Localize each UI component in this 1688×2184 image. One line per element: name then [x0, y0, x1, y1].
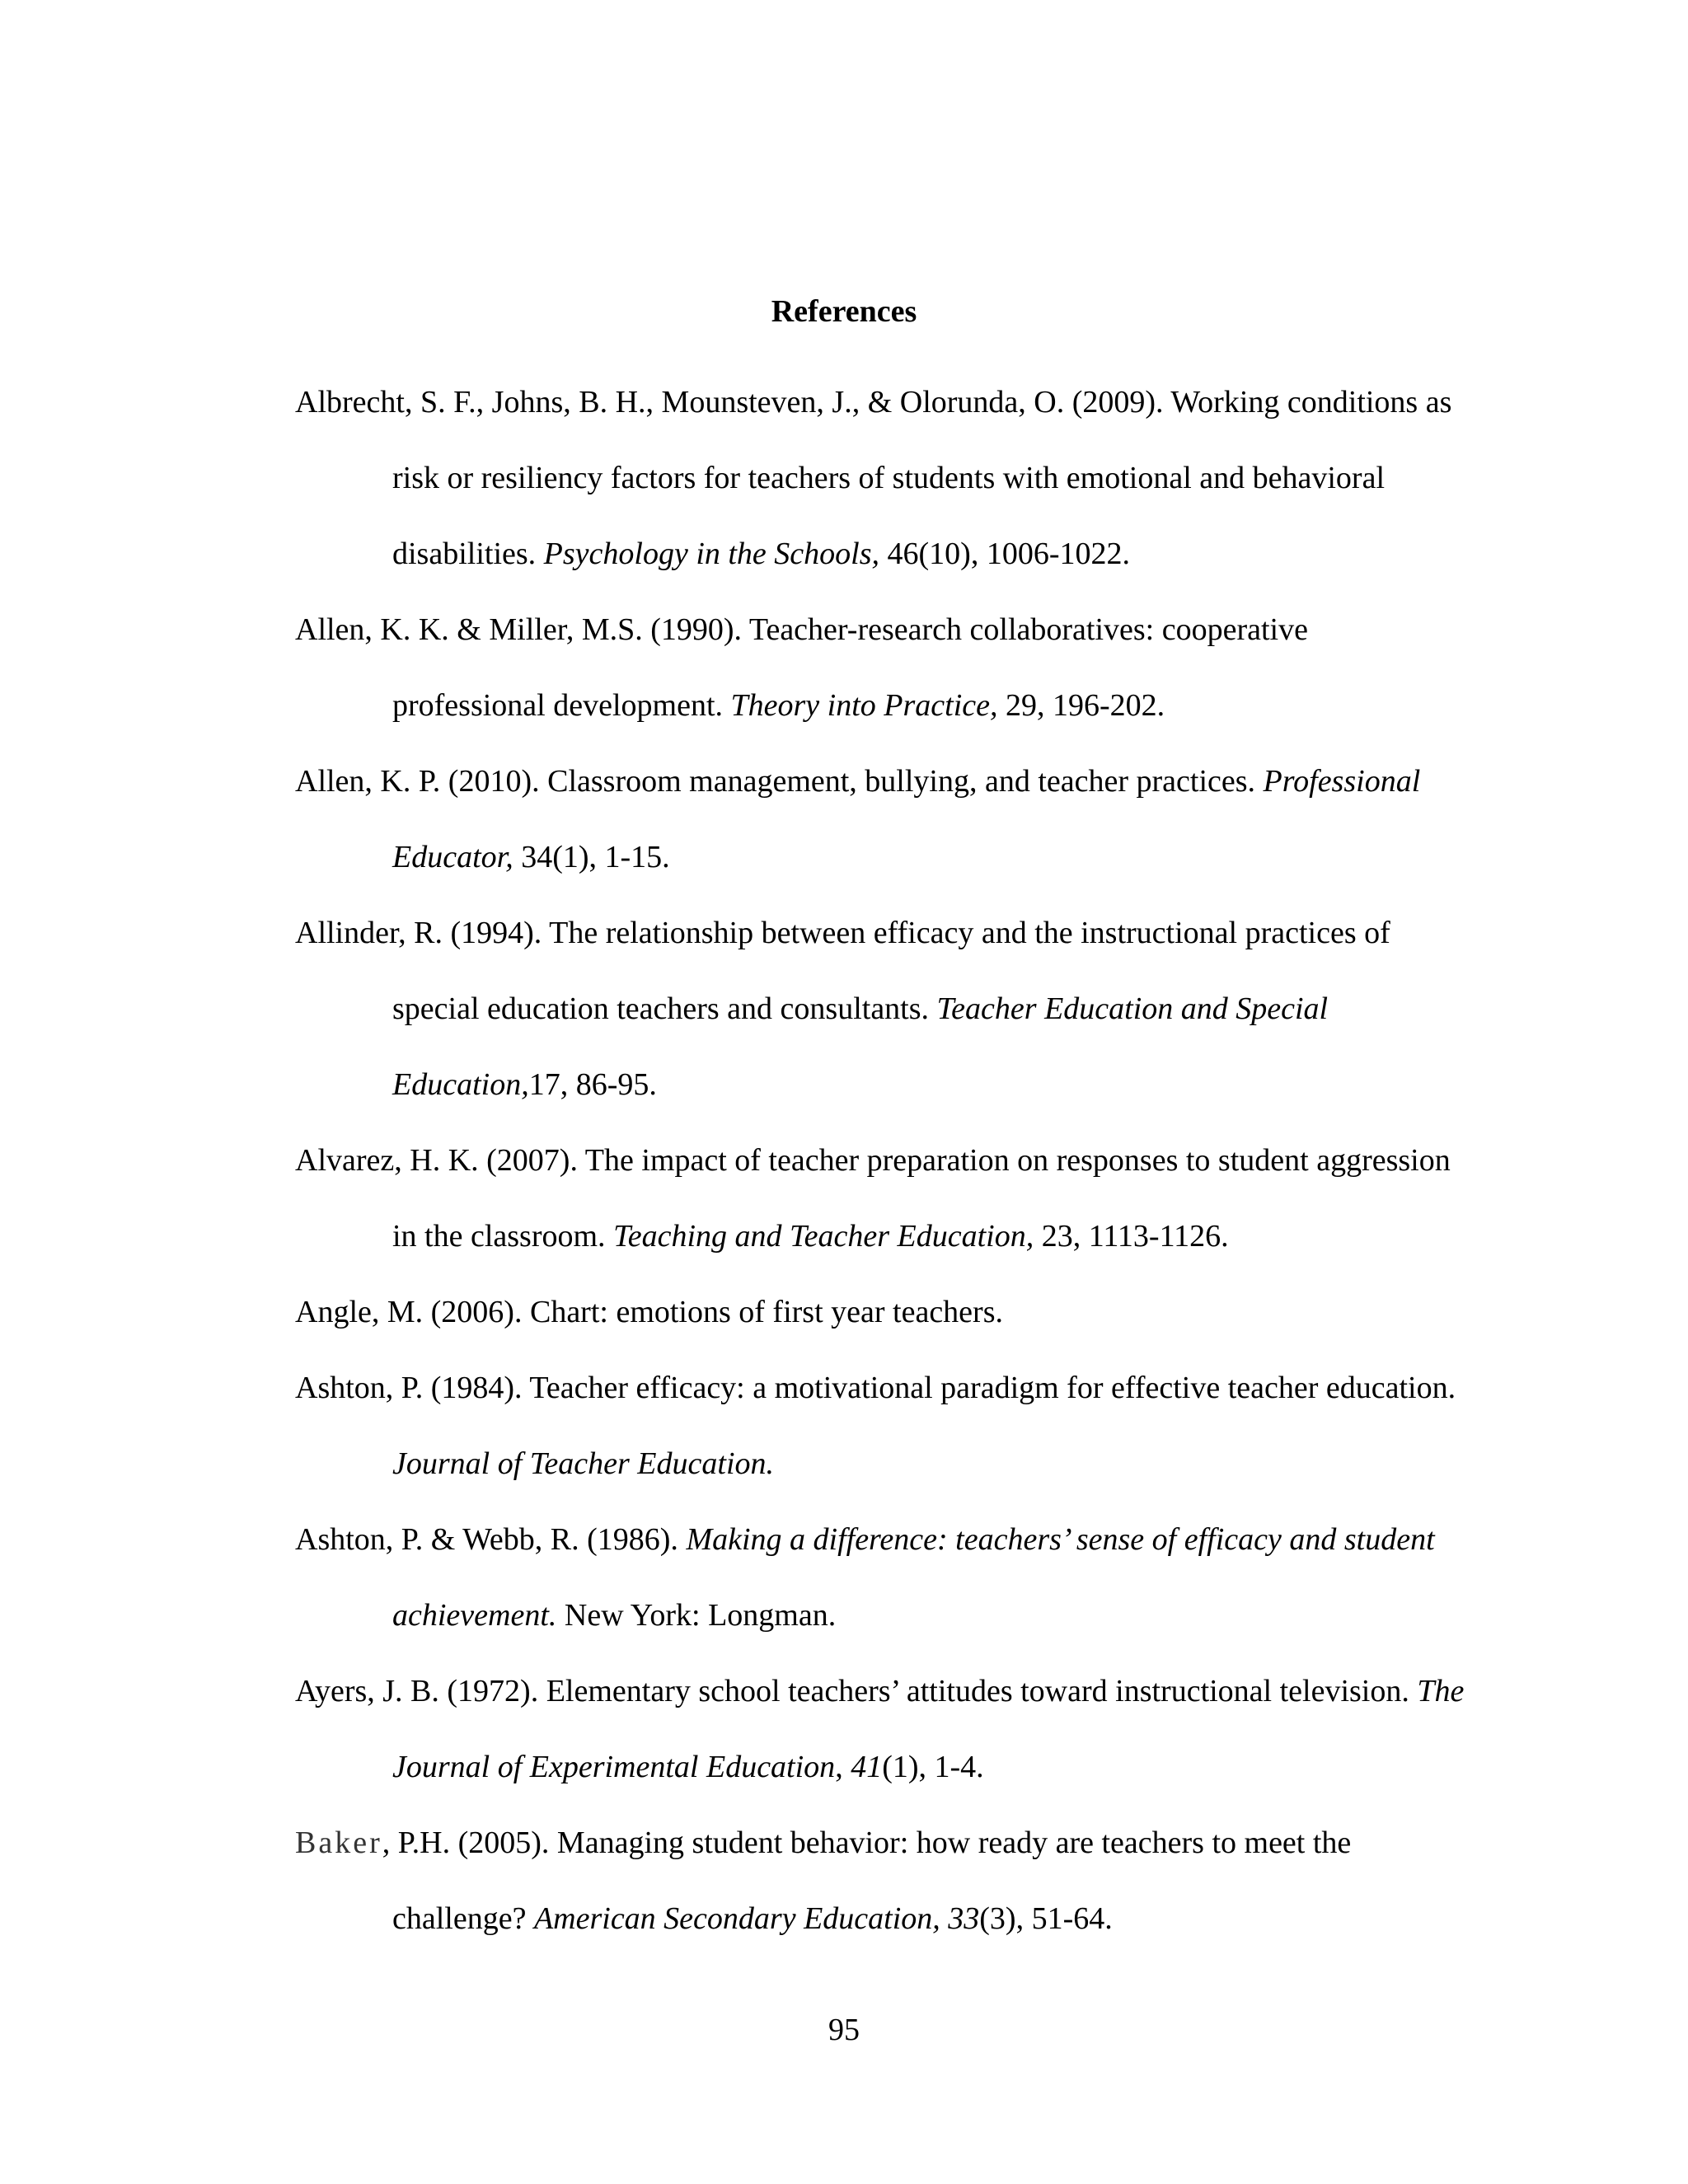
reference-authors: Ayers, J. B. (1972). [295, 1674, 539, 1708]
reference-source: American Secondary Education, 33 [533, 1901, 980, 1936]
reference-title: Classroom management, bullying, and teacher practices. [547, 764, 1256, 799]
reference-source: Teacher Education and Special Education, [392, 991, 1329, 1102]
reference-author-surname: Baker [295, 1825, 382, 1860]
reference-title: Teacher-research collaboratives: cooperative professional development. [392, 612, 1308, 723]
reference-details: New York: Longman. [564, 1598, 837, 1633]
reference-authors: Allen, K. K. & Miller, M.S. (1990). [295, 612, 743, 647]
reference-source: Journal of Teacher Education. [392, 1446, 774, 1481]
reference-authors: Albrecht, S. F., Johns, B. H., Mounsteven, J., & Olorunda, O. (2009). [295, 385, 1164, 419]
reference-entry [295, 1805, 1465, 1957]
reference-authors: Allinder, R. (1994). [295, 916, 542, 950]
reference-title: Managing student behavior: how ready are teachers to meet the challenge? [392, 1825, 1352, 1936]
reference-source: Teaching and Teacher Education, [613, 1219, 1034, 1254]
reference-title: Elementary school teachers’ attitudes toward instructional television. [546, 1674, 1409, 1708]
reference-details: (3), 51-64. [979, 1901, 1113, 1936]
reference-source: Psychology in the Schools, [543, 537, 880, 571]
reference-source: Theory into Practice, [730, 688, 998, 723]
reference-entry [295, 592, 1465, 743]
reference-authors: Alvarez, H. K. (2007). [295, 1143, 578, 1178]
reference-details: 23, 1113-1126. [1041, 1219, 1229, 1254]
reference-entry [295, 1653, 1465, 1805]
reference-entry [295, 743, 1465, 895]
reference-entry [295, 895, 1465, 1122]
reference-source: Professional Educator, [392, 764, 1421, 874]
reference-details: 17, 86-95. [528, 1067, 657, 1102]
reference-authors: Ashton, P. & Webb, R. (1986). [295, 1522, 678, 1557]
reference-details: 46(10), 1006-1022. [887, 537, 1130, 571]
reference-entry [295, 1274, 1465, 1350]
reference-entry [295, 1502, 1465, 1653]
reference-list [295, 364, 1465, 1957]
reference-details: 29, 196-202. [1006, 688, 1165, 723]
reference-entry [295, 364, 1465, 592]
reference-source: The Journal of Experimental Education [392, 1674, 1465, 1784]
reference-details: , [835, 1750, 851, 1784]
reference-source: Making a difference: teachers’ sense of efficacy and student achievement. [392, 1522, 1435, 1633]
reference-title: Teacher efficacy: a motivational paradigm for effective teacher education. [529, 1371, 1456, 1405]
reference-title: Chart: emotions of first year teachers. [529, 1295, 1003, 1329]
page-number: 95 [828, 2013, 860, 2047]
reference-entry [295, 1350, 1465, 1502]
reference-issue-pages: (1), 1-4. [882, 1750, 984, 1784]
reference-title: The relationship between efficacy and the instructional practices of special education teachers and consultants. [392, 916, 1390, 1026]
reference-authors: , P.H. (2005). [382, 1825, 550, 1860]
reference-authors: Angle, M. (2006). [295, 1295, 523, 1329]
reference-authors: Ashton, P. (1984). [295, 1371, 523, 1405]
reference-details: 34(1), 1-15. [521, 840, 670, 874]
reference-volume: 41 [851, 1750, 883, 1784]
reference-title: Working conditions as risk or resiliency factors for teachers of students with emotional and behavioral disabilities. [392, 385, 1452, 571]
reference-entry [295, 1122, 1465, 1274]
reference-authors: Allen, K. P. (2010). [295, 764, 540, 799]
page-title: References [771, 294, 917, 329]
reference-title: The impact of teacher preparation on responses to student aggression in the classroom. [392, 1143, 1451, 1254]
